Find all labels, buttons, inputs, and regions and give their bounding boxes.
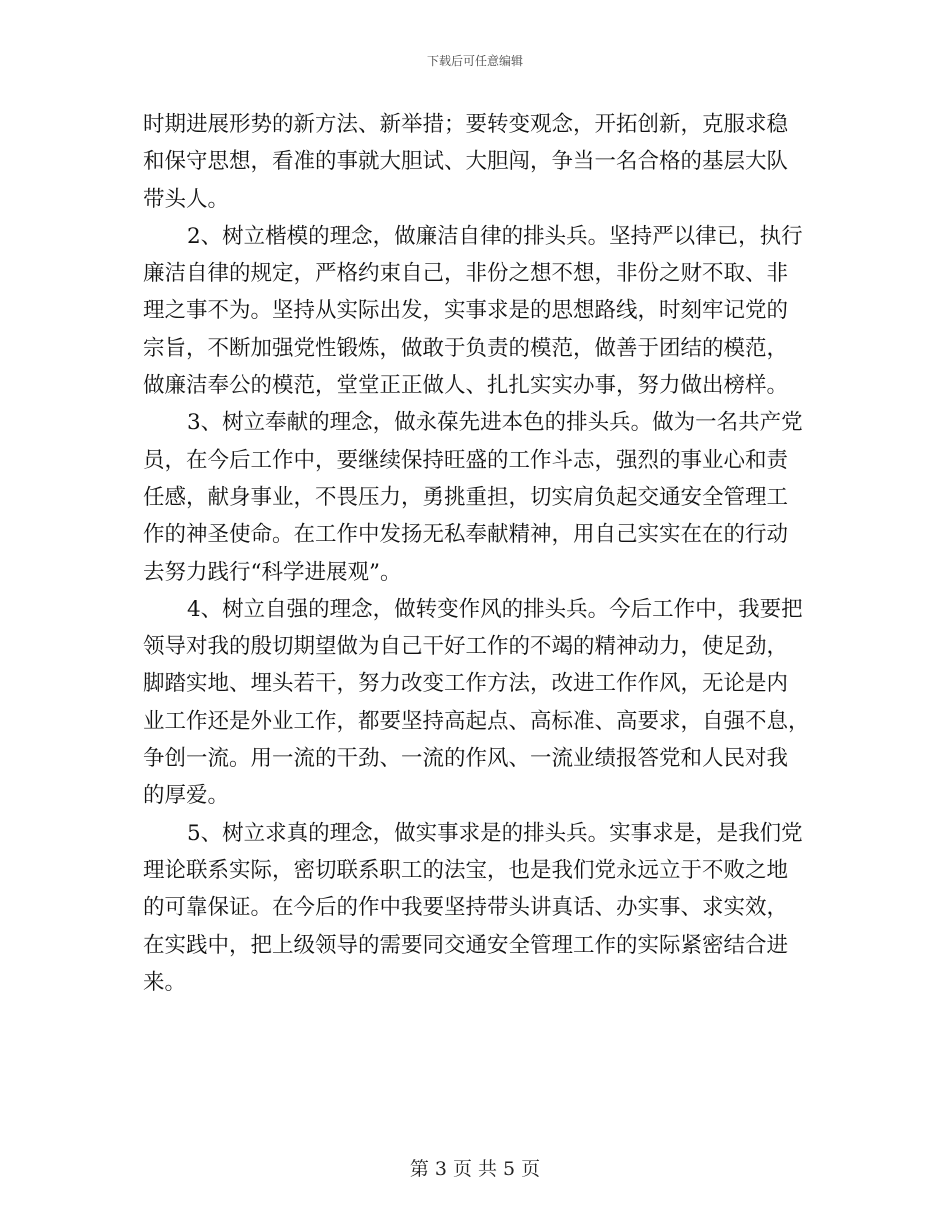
text-line: 任感，献身事业，不畏压力，勇挑重担，切实肩负起交通安全管理工 — [143, 484, 789, 510]
text-line: 作的神圣使命。在工作中发扬无私奉献精神，用自己实实在在的行动 — [143, 522, 789, 548]
text-line: 2、树立楷模的理念，做廉洁自律的排头兵。坚持严以律已，执行 — [187, 223, 803, 249]
text-line: 宗旨，不断加强党性锻炼，做敢于负责的模范，做善于团结的模范， — [143, 335, 789, 361]
text-line: 4、树立自强的理念，做转变作风的排头兵。今后工作中，我要把 — [187, 596, 803, 622]
text-line: 理论联系实际，密切联系职工的法宝，也是我们党永远立于不败之地 — [143, 857, 789, 883]
text-line: 和保守思想，看准的事就大胆试、大胆闯，争当一名合格的基层大队 — [143, 149, 789, 175]
text-line: 在实践中，把上级领导的需要同交通安全管理工作的实际紧密结合进 — [143, 932, 789, 958]
page-footer: 第 3 页 共 5 页 — [409, 1158, 541, 1180]
text-line: 领导对我的殷切期望做为自己干好工作的不竭的精神动力，使足劲， — [143, 634, 789, 660]
text-line: 理之事不为。坚持从实际出发，实事求是的思想路线，时刻牢记党的 — [143, 298, 789, 324]
text-line: 的厚爱。 — [143, 783, 230, 809]
text-line: 来。 — [143, 969, 187, 995]
text-line: 脚踏实地、埋头若干，努力改变工作方法，改进工作作风，无论是内 — [143, 671, 789, 697]
text-line: 员，在今后工作中，要继续保持旺盛的工作斗志，强烈的事业心和责 — [143, 447, 789, 473]
text-line: 时期进展形势的新方法、新举措；要转变观念，开拓创新，克服求稳 — [143, 112, 789, 137]
text-line: 去努力践行“科学进展观”。 — [143, 559, 402, 585]
text-line: 争创一流。用一流的干劲、一流的作风、一流业绩报答党和人民对我 — [143, 746, 789, 772]
text-line: 5、树立求真的理念，做实事求是的排头兵。实事求是，是我们党 — [187, 820, 803, 846]
page-header: 下载后可任意编辑 — [426, 54, 523, 68]
text-line: 的可靠保证。在今后的作中我要坚持带头讲真话、办实事、求实效， — [143, 895, 789, 921]
text-line: 3、树立奉献的理念，做永葆先进本色的排头兵。做为一名共产党 — [187, 410, 803, 436]
text-line: 廉洁自律的规定，严格约束自己，非份之想不想，非份之财不取、非 — [143, 261, 789, 287]
text-line: 业工作还是外业工作，都要坚持高起点、高标准、高要求，自强不息， — [143, 708, 810, 734]
document-body — [143, 106, 810, 1001]
text-line: 做廉洁奉公的模范，堂堂正正做人、扎扎实实办事，努力做出榜样。 — [143, 373, 789, 399]
text-line: 带头人。 — [143, 186, 230, 212]
